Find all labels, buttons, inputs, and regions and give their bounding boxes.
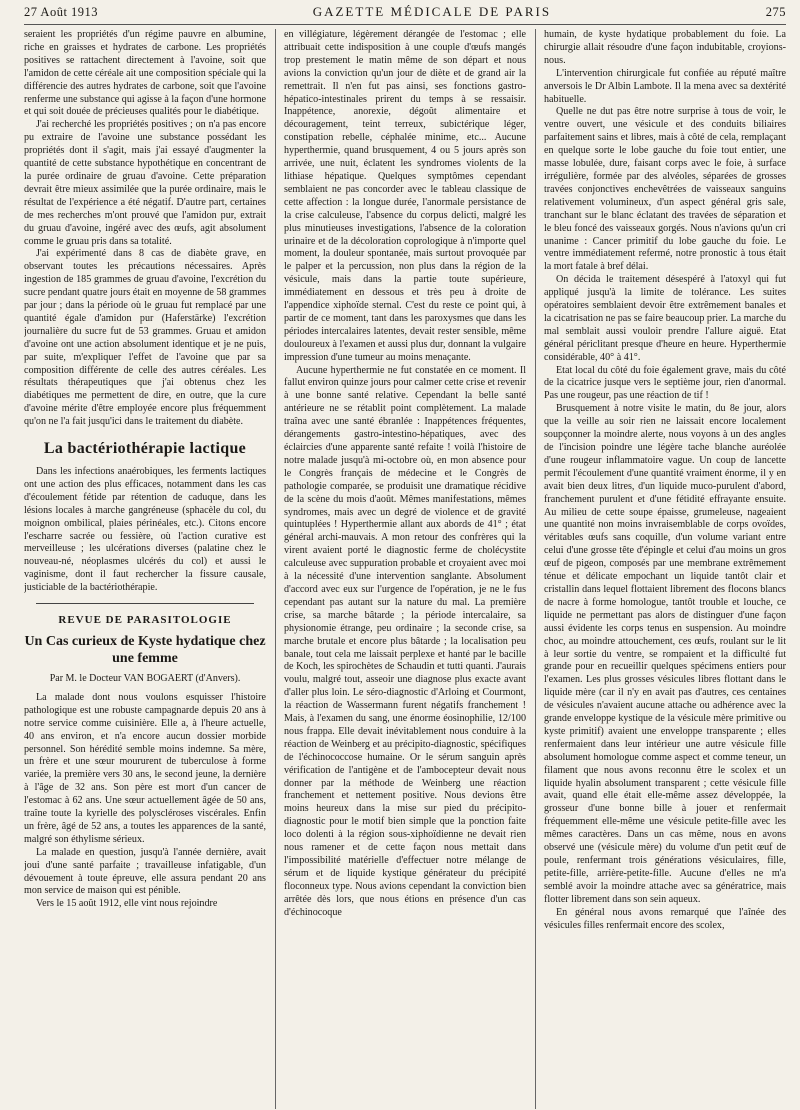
- page-number: 275: [765, 5, 786, 19]
- paragraph: L'intervention chirurgicale fut confiée au réputé maître anversois le Dr Albin Lambote. Il la mena avec sa dextérité habituelle.: [544, 67, 786, 105]
- paragraph: Vers le 15 août 1912, elle vint nous rejoindre: [36, 898, 218, 910]
- paragraph: Aucune hyperthermie ne fut constatée en ce moment. Il fallut environ quinze jours pour calmer cette crise et revenir à une bonne santé relative. Cependant la belle santé antérieure ne se rétablit point complètement. La malade traîna avec une santé ébranlée : Inappétences fréquentes, dérangements gastro-intestino-hépatiques, avec des éclaircies d'une apparente santé refaite ! voilà l'histoire de notre malade jusqu'à mi-octobre où, en mon absence pour le Congrès français de médecine et le Congrès de pathologie comparée, se produisit une dramatique récidive de la scène du mois d'août. Mêmes manifestations, mêmes syndromes, mais avec un degré de violence et de gravité quintuplées ! Hyperthermie allant aux abords de 41° ; état général archi-mauvais. A mon retour des confrères qui la virent avaient porté le diagnostic ferme de cholécystite calculeuse avec suppuration probable et croyaient avec moi à la nécessité d'une intervention sanglante. Absolument d'accord avec eux sur l'urgence de l'opération, je ne le fus cependant pas autant sur la nature du mal. La première crise, sa marche bâtarde ; la période intercalaire, sa physionomie étrange, peu ordinaire ; la seconde crise, sa marche brutale et encore plus bâtarde ; la localisation peu banale, tout cela me laissait perplexe et hanté par le bacille de Koch, les spirochètes de Schaudin et tutti quanti. J'aurais voulu, malgré tout, asseoir une diagnose plus exacte avant d'aller plus loin. Le séro-diagnostic d'Arloing et Courmont, la réaction de Wassermann furent négatifs franchement ! Mais, à l'examen du sang, une énorme éosinophilie, 12/100 nous frappa. Elle devait inévitablement nous conduire à la réaction de Weinberg et au précipito-diagnostic, spécifiques de l'échinococcose humaine. Or le sérum sanguin après vérification de l'antigène et de l'ambocepteur devait nous donner par la méthode de Weinberg une réaction franchement et nettement positive. Nous devions être moins heureux dans la mise sur pied du précipito-diagnostic pour le motif bien simple que la ponction faite loco dolenti à la région sous-xiphoïdienne ne devait rien nous ramener et de cette façon nous mettait dans l'impossibilité matérielle d'effectuer notre mélange de sérum et de liquide kystique générateur du précipité floconneux type. Nous avions cependant la conviction bien arrêtée dès lors, que nous étions en présence d'un cas d'échinocoque: [284, 364, 526, 918]
- paragraph: en villégiature, légèrement dérangée de l'estomac ; elle attribuait cette indisposition à une couple d'œufs mangés trop prestement le matin même de son départ et nous avions la conviction qu'un jour de diète et de grand air la remettrait. Il n'en fut pas ainsi, ses fonctions gastro-hépatico-intestinales prirent du temps à se ressaisir. Inappétence, anorexie, dégoût alimentaire et découragement, teint terreux, subictérique léger, constipation rebelle, céphalée minime, etc... Aucune hyperthermie, quand brusquement, 4 ou 5 jours après son arrivée, une nuit, éclatent les syndromes violents de la lithiase hépatique. Quelques symptômes cependant semblaient ne pas concorder avec le tableau classique de cette affection : la longue durée, l'anormale persistance de la crise calculeuse, l'absence du corpus delicti, malgré les plus minutieuses investigations, l'absence de la coloration urinaire et de la décoloration coprologique à n'importe quel moment, la douleur spontanée, mais surtout provoquée par le palper et la percussion, non plus dans la région de la vésicule, mais dans la partie toute supérieure, immédiatement en dessous et très peu à droite de l'appendice xiphoïde sternal. C'est du reste ce point qui, à partir de ce moment, tant dans les paroxysmes que dans les périodes intercalaires latentes, devait rester sensible, même douloureux à l'examen et aussi plus dur, donnant la vulgaire impression d'une tumeur au moins menaçante.: [284, 29, 526, 363]
- section-title: La bactériothérapie lactique: [43, 440, 247, 458]
- column-middle: [275, 29, 526, 1109]
- column-left: [24, 29, 266, 1109]
- issue-date: 27 Août 1913: [24, 5, 99, 19]
- article-title: Un Cas curieux de Kyste hydatique chez une femme: [24, 633, 266, 666]
- paragraph: En général nous avons remarqué que l'aînée des vésicules filles renfermait encore des scolex,: [544, 906, 786, 931]
- paragraph: Brusquement à notre visite le matin, du 8e jour, alors que la veille au soir rien ne laissait encore localement soupçonner la moindre alerte, nous voyons à un des angles de l'incision poindre une légère tache blanche auréolée d'une rougeur inflammatoire vague. Un coup de lancette permit l'écoulement d'une quantité vraiment énorme, il y en avait bien deux litres, d'un liquide muco-purulent d'abord, franchement purulent et d'une fétidité effrayante ensuite. Au milieu de cette soupe épaisse, grumeleuse, nageaient une quantité non moins invraisemblable de corps ovoïdes, véritables œufs sans coquille, d'un volume variant entre celui d'une grosse tête d'épingle et celui d'au moins un gros œuf de pigeon, composés par une membrane extrêmement ténue et délicate empochant un liquide tantôt clair et cristallin dans lequel flottaient librement des flocons blancs de nacre à forme homologue, tantôt trouble et louche, ce liquide ne permettant pas alors de distinguer d'une façon aussi évidente les corps tenus en suspension. Au moindre choc, au moindre attouchement, ces œufs, roulant sur le lit à leur sortie du ventre, se rompaient et la difficulté fut grande pour en recueillir quelques spécimens entiers pour l'examen. Les plus grosses vésicules libres flottant dans le liquide mère (car il n'y en avait pas d'autres, ces centaines de vésicules n'avaient aucune attache ou adhérence avec la grande enveloppe kystique de la vésicule mère primitive ou kyste primitif) avaient une enveloppe transparente ; elles renfermaient dans leur intérieur une autre vésicule fille absolument homologue comme aspect et comme teneur, un filament que nous avons reconnu être le scolex et un liquide hyalin absolument transparent ; cette vésicule fille avait, quand elle était elle-même assez développée, la grosseur d'une bonne bille à jouer et renfermait fréquemment elle-même une vésicule petite-fille avec les mêmes caractères. Dans un cas même, nous en avons observé une (vésicule mère) du volume d'un petit œuf de poule, renfermant trois générations vésiculaires, fille, petite-fille, arrière-petite-fille. Aucune d'elles ne m'a semblé avoir la moindre attache avec sa génératrice, mais flotter librement dans son sein aqueux.: [544, 403, 786, 905]
- byline: Par M. le Docteur VAN BOGAERT (d'Anvers).: [49, 672, 241, 684]
- paragraph: La malade en question, jusqu'à l'année dernière, avait joui d'une santé parfaite ; travailleuse infatigable, d'un dévouement à toute épreuve, elle assura pendant 20 ans mon service de maison qui est pénible.: [24, 846, 266, 897]
- divider: [36, 603, 254, 604]
- paragraph: seraient les propriétés d'un régime pauvre en albumine, riche en graisses et hydrates de carbone. Les propriétés positives se rattachent directement à l'avoine, soit que l'amidon de cette céréale ait une composition spéciale qui la différencie des autres hydrates de carbone, soit que l'avoine renferme une substance qui agisse à la façon d'une hormone et qui soit douée de précieuses qualités pour le diabétique.: [24, 29, 266, 118]
- paragraph: On décida le traitement désespéré à l'atoxyl qui fut appliqué jusqu'à la limite de tolérance. Les suites opératoires semblaient devoir être extrêmement banales et la cicatrisation ne pas se faire beaucoup prier. La marche du mal semblait aussi vouloir prendre l'allure aiguë. Etat général périclitant presque d'heure en heure. Hyperthermie considérable, 40° à 41°.: [544, 274, 786, 363]
- paragraph: J'ai recherché les propriétés positives ; on n'a pas encore pu extraire de l'avoine une substance possédant les propriétés dont il s'agit, mais j'ai essayé d'augmenter la quantité de cette substance hypothétique en concentrant de la purée ordinaire de gruau d'avoine. Cette préparation devrait être mieux assimilée que la purée ordinaire, mais le résultat de l'expérience a été négatif. D'autre part, certaines de mes recherches m'ont prouvé que l'amidon pur, extrait du gruau d'avoine, ingéré avec des œufs, agit absolument comme le gruau pris dans sa totalité.: [24, 119, 266, 247]
- rubric-heading: REVUE DE PARASITOLOGIE: [58, 614, 232, 627]
- paragraph: Quelle ne dut pas être notre surprise à tous de voir, le ventre ouvert, une vésicule et des conduits biliaires parfaitement sains et libres, mais à côté de cela, remplaçant en quelque sorte le lobe gauche du foie tout entier, une masse lobulée, dure, faisant corps avec le foie, à surface irrégulière, formée par des alvéoles, séparées de grosses travées conjonctives enchevêtrées de vaisseaux sanguins relativement volumineux, d'un aspect général gris sale, tranchant sur le blanc éclatant des travées de séparation et le bleu foncé des vaisseaux gorgés. Nous n'avions qu'un cri unanime : Cancer primitif du lobe gauche du foie. Le ventre immédiatement refermé, notre pronostic à tous était la mort fatale à bref délai.: [544, 106, 786, 273]
- paragraph: humain, de kyste hydatique probablement du foie. La chirurgie allait résoudre d'une façon indubitable, croyions-nous.: [544, 29, 786, 66]
- text-columns: [24, 29, 786, 1109]
- page-header: [24, 4, 786, 25]
- paragraph: J'ai expérimenté dans 8 cas de diabète grave, en observant toutes les précautions nécessaires. Après ingestion de 185 grammes de gruau d'avoine, l'excrétion du sucre pendant quatre jours était en moyenne de 58 grammes par jour ; dans la période où le gruau fut remplacé par une quantité égale d'amidon pur (Haferstärke) l'excrétion journalière du sucre fut de 53 grammes. Gruau et amidon d'avoine ont une action absolument identique et je ne puis, par suite, m'expliquer l'effet de l'avoine que par sa composition différente de celle des autres céréales. Les résultats thérapeutiques que j'ai obtenus chez les diabétiques me permettent de dire, en outre, que la cure d'avoine mérite d'être employée encore plus fréquemment qu'on ne l'a fait jusqu'ici dans le traitement du diabète.: [24, 248, 266, 428]
- journal-title: GAZETTE MÉDICALE DE PARIS: [312, 4, 552, 19]
- paragraph: La malade dont nous voulons esquisser l'histoire pathologique est une robuste campagnarde depuis 20 ans à notre service comme cuisinière. Elle a, à l'heure actuelle, 40 ans environ, et n'a encore aucun dossier morbide personnel. Son hérédité semble moins indemne. Sa mère, un frère et une sœur moururent de tuberculose à forme variée, la première vers 30 ans, le second jeune, la dernière à l'âge de 32 ans. Son père est mort d'un cancer de l'estomac à 62 ans. Une sœur actuellement âgée de 50 ans, traîne toute la kyrielle des polyscléroses viscérales. Enfin un frère, âgé de 52 ans, a toutes les apparences de la santé, malgré son éthylisme sérieux.: [24, 691, 266, 845]
- paragraph: Etat local du côté du foie également grave, mais du côté de la cicatrice jusque vers le septième jour, rien d'anormal. Pas une rougeur, pas une réaction de tif !: [544, 364, 786, 402]
- column-right: [535, 29, 786, 1109]
- paragraph: Dans les infections anaérobiques, les ferments lactiques ont une action des plus efficaces, notamment dans les cas d'écoulement fétide par rétention de caduque, dans les lésions locales à marche gangréneuse (sphacèle du col, du moignon ombilical, plaies périnéales, etc.). Citons encore l'escharre sacrée ou fessière, où l'action curative est merveilleuse ; les ulcérations diverses (palatine chez le nouveau-né, néoplasmes ulcérés du col) et aussi le vaginisme, dont il faut rechercher la fissure causale, justiciable de la bactériothérapie.: [24, 466, 266, 594]
